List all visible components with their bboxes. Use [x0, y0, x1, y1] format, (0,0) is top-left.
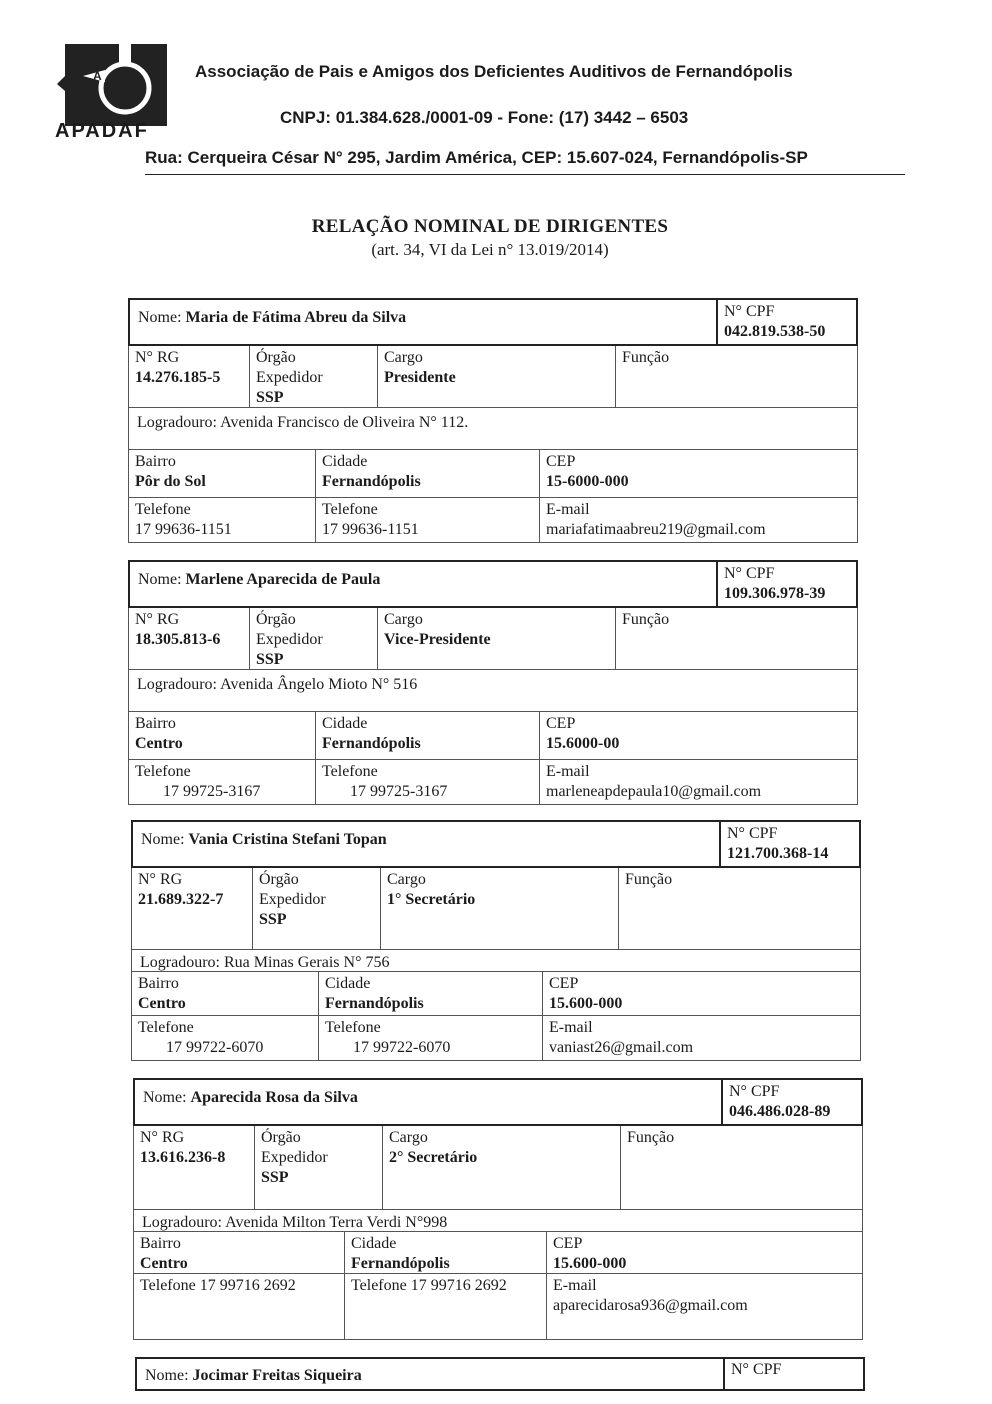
cep-value: 15.600-000 — [553, 1255, 627, 1272]
dirigente-record — [128, 560, 858, 805]
telefone-label: Telefone — [322, 501, 378, 518]
cpf-cell — [723, 1359, 863, 1389]
funcao-cell — [620, 1126, 862, 1209]
cidade-value: Fernandópolis — [322, 735, 421, 752]
cargo-label: Cargo — [387, 871, 426, 888]
cep-label: CEP — [546, 453, 576, 470]
cargo-cell — [377, 608, 615, 669]
telefone-value: Telefone 17 99716 2692 — [351, 1277, 507, 1294]
logradouro-label: Logradouro: — [137, 676, 217, 693]
name-row — [133, 1078, 863, 1126]
rg-value: 13.616.236-8 — [140, 1149, 226, 1166]
funcao-label: Função — [625, 871, 673, 888]
cidade-cell — [315, 450, 539, 497]
telefone-value: 17 99725-3167 — [163, 783, 261, 800]
document-subtitle: (art. 34, VI da Lei n° 13.019/2014) — [371, 240, 609, 259]
document-row — [133, 1126, 863, 1210]
cidade-label: Cidade — [351, 1235, 397, 1252]
name-field — [143, 1088, 358, 1108]
cep-value: 15.600-000 — [549, 995, 623, 1012]
cnpj-phone-line: CNPJ: 01.384.628./0001-09 - Fone: (17) 3442 – 6503 — [280, 108, 689, 127]
email-label: E-mail — [549, 1019, 593, 1036]
expedidor-label: Expedidor — [256, 631, 323, 648]
bairro-cell — [129, 450, 315, 497]
logo-text: APADAF — [55, 120, 149, 142]
cep-label: CEP — [546, 715, 576, 732]
logradouro-label: Logradouro: — [140, 954, 220, 971]
orgao-cell — [249, 608, 377, 669]
cidade-label: Cidade — [322, 715, 368, 732]
cep-cell — [539, 712, 857, 759]
telefone-label: Telefone — [138, 1019, 194, 1036]
email-cell — [539, 760, 857, 804]
header-divider — [145, 174, 905, 175]
cargo-value: 1° Secretário — [387, 891, 476, 908]
bairro-label: Bairro — [135, 453, 176, 470]
logradouro-field — [142, 1213, 447, 1233]
logradouro-label: Logradouro: — [137, 414, 217, 431]
cep-cell — [539, 450, 857, 497]
email-label: E-mail — [546, 763, 590, 780]
telefone-value: Telefone 17 99716 2692 — [140, 1277, 296, 1294]
name-label: Nome: — [145, 1367, 189, 1384]
cep-value: 15-6000-000 — [546, 473, 629, 490]
name-row — [128, 560, 858, 608]
cpf-cell — [716, 562, 856, 606]
email-cell — [539, 498, 857, 542]
cidade-cell — [318, 972, 542, 1015]
expedidor-label: Expedidor — [259, 891, 326, 908]
bairro-label: Bairro — [138, 975, 179, 992]
rg-value: 21.689.322-7 — [138, 891, 224, 908]
contact-row — [128, 498, 858, 543]
telefone-value: 17 99722-6070 — [353, 1039, 451, 1056]
rg-cell — [134, 1126, 254, 1209]
location-row — [133, 1232, 863, 1274]
name-value: Maria de Fátima Abreu da Silva — [185, 309, 407, 326]
orgao-cell — [252, 868, 380, 949]
telefone-cell-2 — [315, 498, 539, 542]
email-cell — [542, 1016, 860, 1060]
telefone-cell — [134, 1274, 344, 1339]
name-field — [141, 830, 387, 850]
telefone-cell-2 — [344, 1274, 546, 1339]
document-title: RELAÇÃO NOMINAL DE DIRIGENTES — [311, 216, 669, 237]
location-row — [128, 712, 858, 760]
orgao-label: Órgão — [256, 611, 296, 628]
rg-value: 14.276.185-5 — [135, 369, 221, 386]
cep-cell — [546, 1232, 862, 1273]
cpf-value: 046.486.028-89 — [729, 1103, 831, 1120]
logradouro-value: Avenida Milton Terra Verdi N°998 — [225, 1214, 448, 1231]
location-row — [128, 450, 858, 498]
orgao-value: SSP — [256, 389, 284, 406]
telefone-value: 17 99722-6070 — [166, 1039, 264, 1056]
rg-cell — [129, 346, 249, 407]
bairro-cell — [134, 1232, 344, 1273]
rg-label: N° RG — [135, 349, 180, 366]
cep-label: CEP — [549, 975, 579, 992]
cidade-value: Fernandópolis — [351, 1255, 450, 1272]
cep-label: CEP — [553, 1235, 583, 1252]
name-value: Vania Cristina Stefani Topan — [188, 831, 387, 848]
bairro-value: Centro — [138, 995, 186, 1012]
document-row — [128, 608, 858, 670]
bairro-label: Bairro — [135, 715, 176, 732]
email-cell — [546, 1274, 862, 1339]
orgao-value: SSP — [259, 911, 287, 928]
name-label: Nome: — [143, 1089, 187, 1106]
address-row — [131, 950, 861, 972]
address-row — [133, 1210, 863, 1232]
bairro-value: Centro — [140, 1255, 188, 1272]
telefone-cell-2 — [318, 1016, 542, 1060]
email-label: E-mail — [553, 1277, 597, 1294]
apadaf-logo — [55, 36, 175, 146]
name-label: Nome: — [138, 309, 182, 326]
telefone-value: 17 99636-1151 — [322, 521, 419, 538]
rg-label: N° RG — [135, 611, 180, 628]
cpf-label: N° CPF — [727, 825, 778, 842]
cargo-label: Cargo — [389, 1129, 428, 1146]
orgao-value: SSP — [256, 651, 284, 668]
cidade-label: Cidade — [322, 453, 368, 470]
name-value: Aparecida Rosa da Silva — [190, 1089, 358, 1106]
cpf-label: N° CPF — [724, 565, 775, 582]
logradouro-value: Avenida Ângelo Mioto N° 516 — [220, 676, 418, 693]
name-row — [128, 298, 858, 346]
name-row — [131, 820, 861, 868]
document-row — [128, 346, 858, 408]
orgao-label: Órgão — [256, 349, 296, 366]
name-label: Nome: — [141, 831, 185, 848]
logradouro-field — [137, 413, 468, 433]
cargo-value: Vice-Presidente — [384, 631, 491, 648]
contact-row — [131, 1016, 861, 1061]
bairro-value: Pôr do Sol — [135, 473, 206, 490]
cpf-cell — [716, 300, 856, 344]
orgao-value: SSP — [261, 1169, 289, 1186]
cidade-value: Fernandópolis — [325, 995, 424, 1012]
cidade-cell — [344, 1232, 546, 1273]
cpf-label: N° CPF — [729, 1083, 780, 1100]
logradouro-label: Logradouro: — [142, 1214, 222, 1231]
bairro-cell — [129, 712, 315, 759]
organization-address: Rua: Cerqueira César N° 295, Jardim América, CEP: 15.607-024, Fernandópolis-SP — [145, 148, 808, 167]
cargo-label: Cargo — [384, 349, 423, 366]
logradouro-value: Avenida Francisco de Oliveira N° 112. — [220, 414, 469, 431]
orgao-label: Órgão — [259, 871, 299, 888]
bairro-label: Bairro — [140, 1235, 181, 1252]
rg-label: N° RG — [140, 1129, 185, 1146]
orgao-label: Órgão — [261, 1129, 301, 1146]
cargo-cell — [380, 868, 618, 949]
expedidor-label: Expedidor — [261, 1149, 328, 1166]
logradouro-field — [137, 675, 417, 695]
funcao-label: Função — [622, 349, 670, 366]
funcao-cell — [618, 868, 860, 949]
logradouro-value: Rua Minas Gerais N° 756 — [223, 954, 390, 971]
email-value: mariafatimaabreu219@gmail.com — [546, 521, 766, 538]
email-value: aparecidarosa936@gmail.com — [553, 1297, 748, 1314]
cpf-cell — [719, 822, 859, 866]
cep-cell — [542, 972, 860, 1015]
email-value: marleneapdepaula10@gmail.com — [546, 783, 762, 800]
bairro-cell — [132, 972, 318, 1015]
name-field — [145, 1367, 362, 1385]
cpf-label: N° CPF — [724, 303, 775, 320]
orgao-cell — [254, 1126, 382, 1209]
funcao-cell — [615, 346, 857, 407]
telefone-cell-2 — [315, 760, 539, 804]
funcao-cell — [615, 608, 857, 669]
cargo-value: 2° Secretário — [389, 1149, 478, 1166]
dirigente-record — [131, 820, 861, 1065]
rg-value: 18.305.813-6 — [135, 631, 221, 648]
telefone-value: 17 99636-1151 — [135, 521, 232, 538]
cpf-value: 109.306.978-39 — [724, 585, 826, 602]
document-row — [131, 868, 861, 950]
rg-cell — [132, 868, 252, 949]
telefone-label: Telefone — [322, 763, 378, 780]
name-field — [138, 308, 406, 328]
cargo-cell — [377, 346, 615, 407]
dirigente-record — [128, 298, 858, 543]
telefone-value: 17 99725-3167 — [350, 783, 448, 800]
dirigente-record-partial — [135, 1357, 865, 1391]
email-value: vaniast26@gmail.com — [549, 1039, 694, 1056]
dirigente-record — [133, 1078, 863, 1340]
cidade-value: Fernandópolis — [322, 473, 421, 490]
bairro-value: Centro — [135, 735, 183, 752]
name-value: Marlene Aparecida de Paula — [185, 571, 381, 588]
cpf-cell — [721, 1080, 861, 1124]
cargo-label: Cargo — [384, 611, 423, 628]
contact-row — [133, 1274, 863, 1340]
cpf-value: 042.819.538-50 — [724, 323, 826, 340]
telefone-cell — [129, 760, 315, 804]
cpf-label: N° CPF — [731, 1361, 782, 1378]
rg-label: N° RG — [138, 871, 183, 888]
telefone-label: Telefone — [135, 763, 191, 780]
telefone-cell — [132, 1016, 318, 1060]
funcao-label: Função — [627, 1129, 675, 1146]
telefone-cell — [129, 498, 315, 542]
address-row — [128, 408, 858, 450]
email-label: E-mail — [546, 501, 590, 518]
cep-value: 15.6000-00 — [546, 735, 620, 752]
name-field — [138, 570, 380, 590]
cidade-cell — [315, 712, 539, 759]
organization-name: Associação de Pais e Amigos dos Deficientes Auditivos de Fernandópolis — [195, 62, 793, 81]
cidade-label: Cidade — [325, 975, 371, 992]
svg-text:A: A — [93, 69, 102, 83]
cargo-cell — [382, 1126, 620, 1209]
expedidor-label: Expedidor — [256, 369, 323, 386]
cargo-value: Presidente — [384, 369, 456, 386]
telefone-label: Telefone — [325, 1019, 381, 1036]
funcao-label: Função — [622, 611, 670, 628]
cpf-value: 121.700.368-14 — [727, 845, 829, 862]
address-row — [128, 670, 858, 712]
logradouro-field — [140, 953, 389, 973]
telefone-label: Telefone — [135, 501, 191, 518]
orgao-cell — [249, 346, 377, 407]
letterhead — [55, 36, 905, 181]
rg-cell — [129, 608, 249, 669]
name-value: Jocimar Freitas Siqueira — [192, 1367, 362, 1384]
location-row — [131, 972, 861, 1016]
contact-row — [128, 760, 858, 805]
name-label: Nome: — [138, 571, 182, 588]
